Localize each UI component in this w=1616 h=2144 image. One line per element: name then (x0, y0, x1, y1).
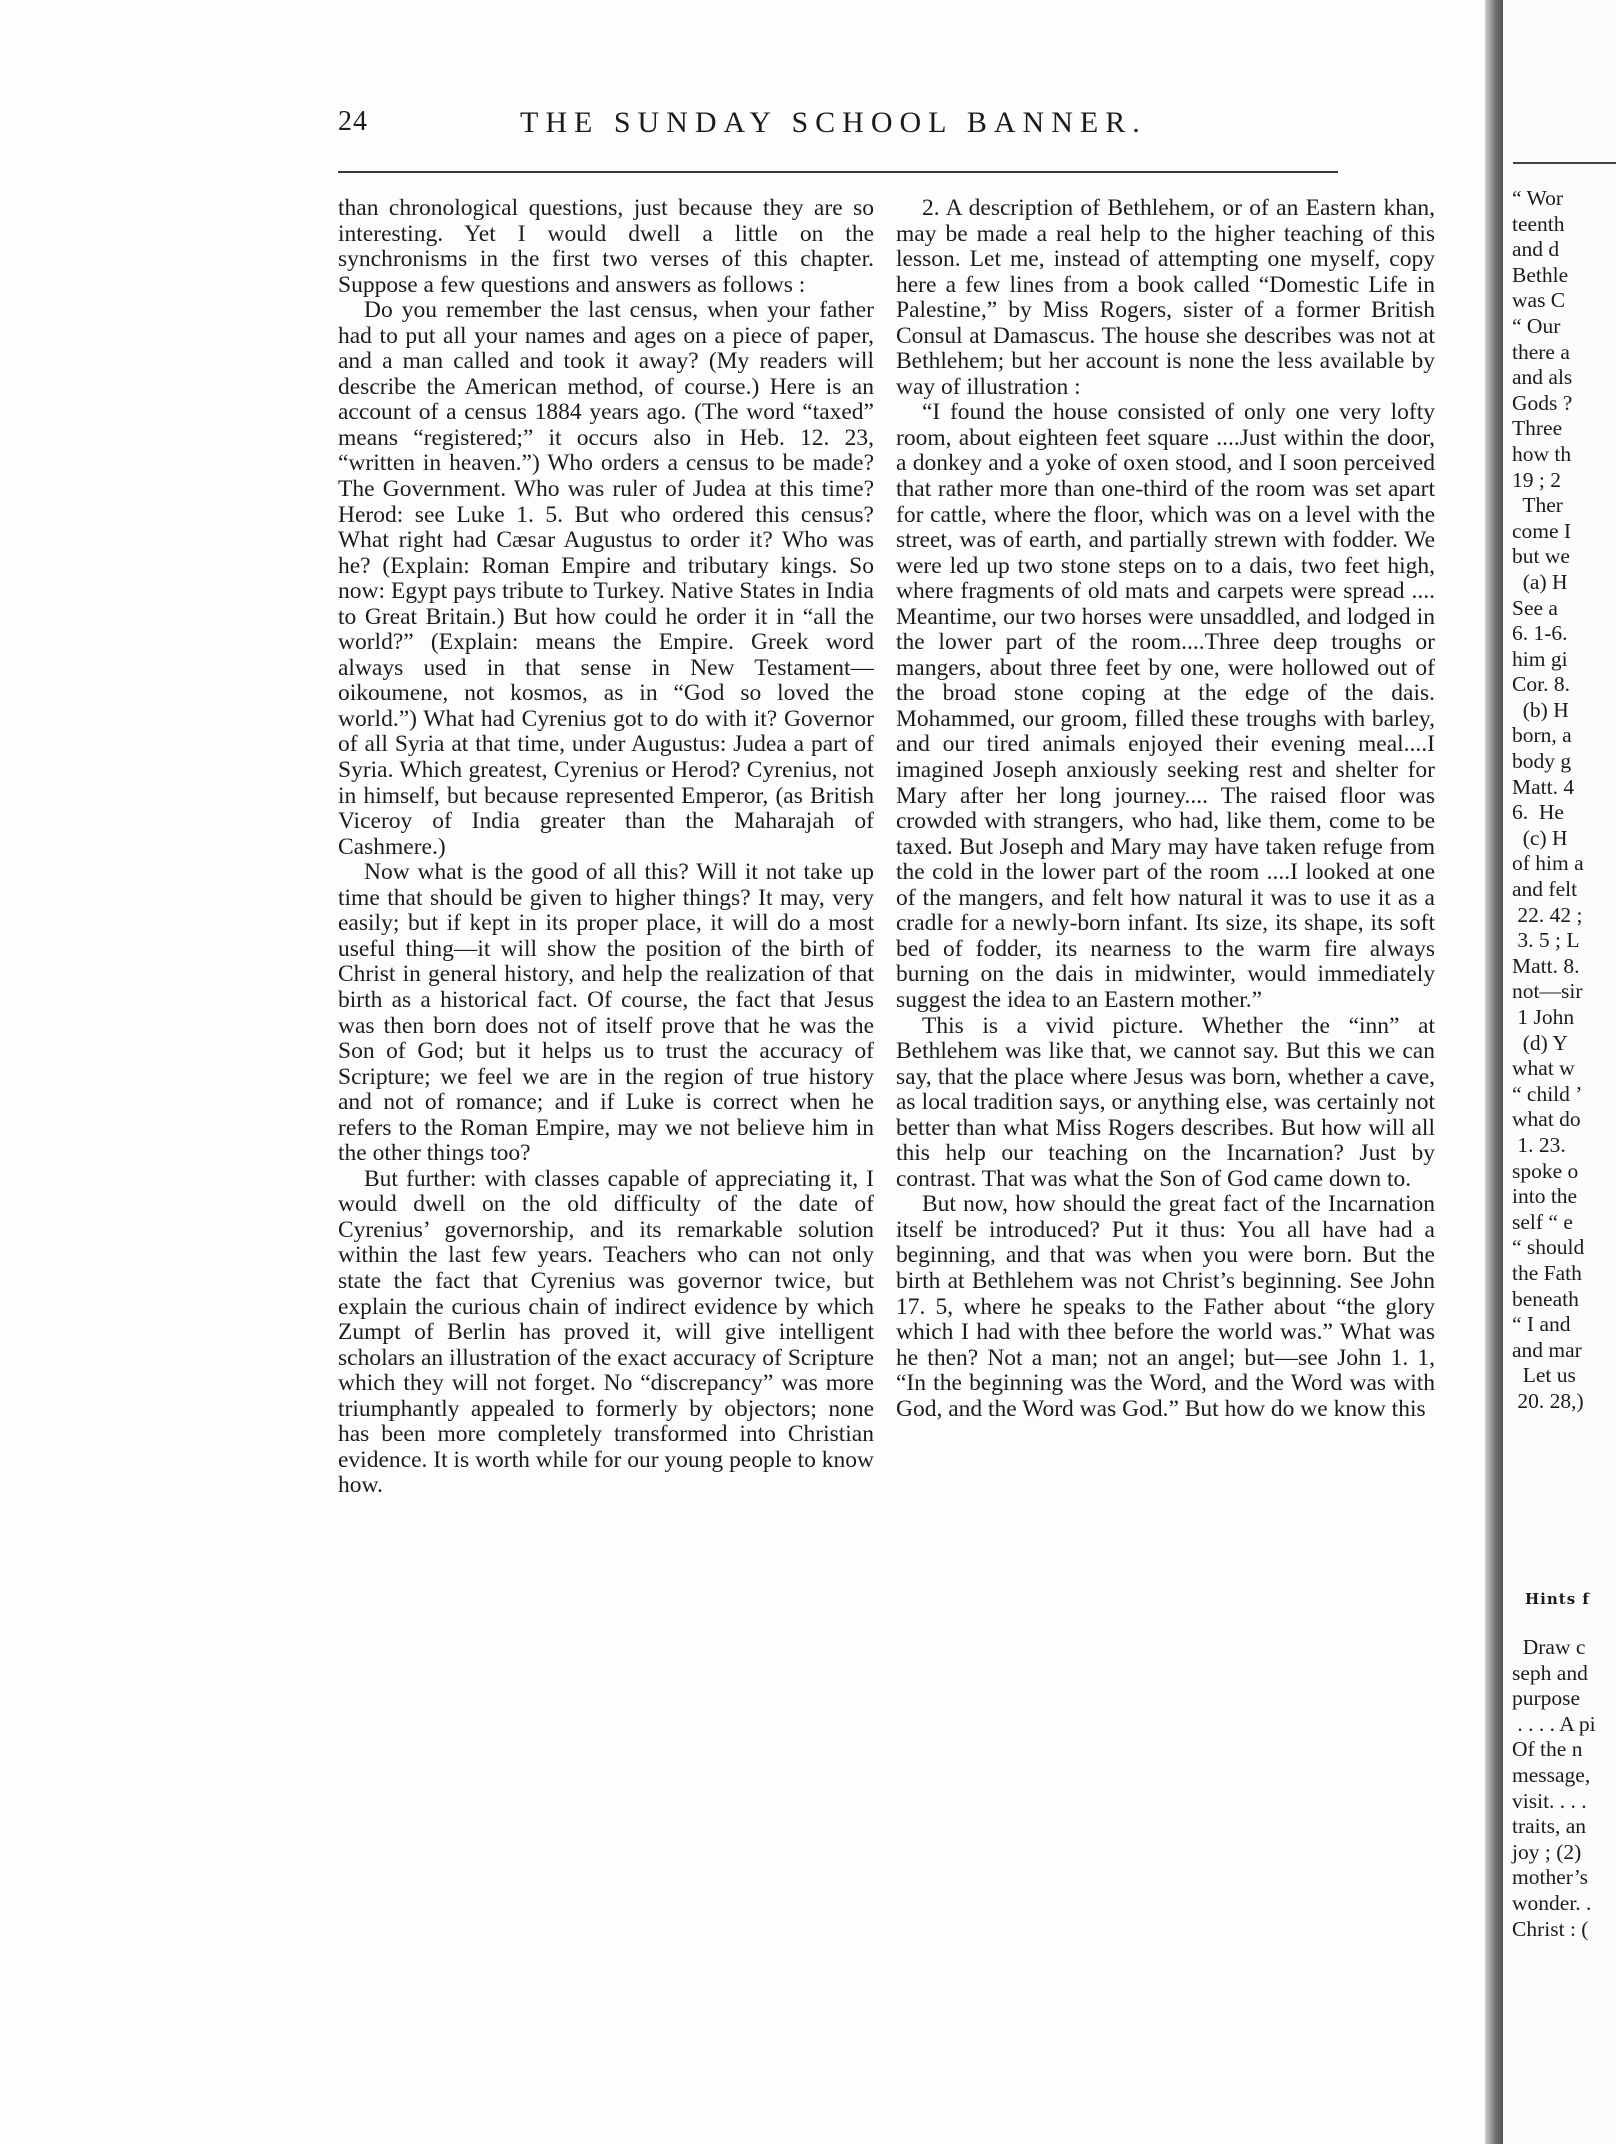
next-page-bottom-line: . . . . A pi (1512, 1711, 1596, 1736)
next-page-top-line: self “ e (1512, 1209, 1573, 1234)
next-page-bottom-line: Of the n (1512, 1737, 1583, 1762)
next-page-bottom-line: Christ : ( (1512, 1916, 1589, 1941)
next-page-top-line: Gods ? (1512, 390, 1573, 415)
next-page-top-line: 20. 28,) (1512, 1388, 1584, 1413)
next-page-top-line: Bethle (1512, 262, 1569, 287)
next-page-bottom-line: message, (1512, 1762, 1591, 1787)
next-page-hint-heading: Hints f (1525, 1590, 1590, 1608)
next-page-top-line: (a) H (1512, 569, 1568, 594)
next-page-top-line: See a (1512, 595, 1558, 620)
right-paragraph-1: 2. A description of Bethlehem, or of an Eastern khan, may be made a real help to the higher teaching of this lesson. Let me, instead of attempting one myself, copy here a few lines from a book called “Domestic Life in Palestine,” by Miss Rogers, sister of a former British Consul at Damascus. The house she describes was not at Bethlehem; but her account is none the less available by way of illustration : (896, 195, 1435, 400)
next-page-bottom-line: mother’s (1512, 1865, 1589, 1890)
running-title: THE SUNDAY SCHOOL BANNER. (520, 106, 1147, 139)
next-page-bottom-line: visit. . . . (1512, 1788, 1587, 1813)
next-page-top-line: Three (1512, 416, 1563, 441)
next-page-top-line: “ Our (1512, 313, 1561, 338)
next-page-top-line: (c) H (1512, 825, 1568, 850)
next-page-top-line: “ I and (1512, 1312, 1571, 1337)
next-page-top-line: was C (1512, 288, 1566, 313)
next-page-top-line: 1 John (1512, 1005, 1575, 1029)
next-page-top-line: 3. 5 ; L (1512, 928, 1580, 953)
next-page-bottom-line: joy ; (2) (1512, 1839, 1582, 1864)
next-page-top-line: him gi (1512, 646, 1568, 671)
next-page-top-line: how th (1512, 441, 1572, 466)
next-page-top-line: Matt. 8. (1512, 953, 1580, 978)
left-paragraph-1: than chronological questions, just because they are so interesting. Yet I would dwell a little on the synchronisms in the first two verses of this chapter. Suppose a few questions and answers as follows : (338, 195, 874, 298)
next-page-top-line: but we (1512, 544, 1570, 569)
next-page-text-bottom (1512, 1635, 1616, 1942)
next-page-top-line: body g (1512, 749, 1572, 774)
next-page-bottom-line: wonder. . (1512, 1890, 1592, 1915)
next-page-top-line: Matt. 4 (1512, 774, 1575, 799)
next-page-fragment (1503, 0, 1616, 2144)
right-paragraph-3: This is a vivid picture. Whether the “inn” at Bethlehem was like that, we cannot say. But this we can say, that the place where Jesus was born, whether a cave, as local tradition says, or anything else, was certainly not better than what Miss Rogers describes. But how will all this help our teaching on the Incarnation? Just by contrast. That was what the Son of God came down to. (896, 1012, 1435, 1192)
next-page-text-top (1512, 186, 1616, 1415)
next-page-top-line: “ child ’ (1512, 1081, 1583, 1106)
next-page-top-line: and d (1512, 237, 1560, 262)
next-page-top-line: teenth (1512, 211, 1565, 236)
next-page-top-line: and als (1512, 365, 1573, 390)
next-page-top-line: and felt (1512, 877, 1578, 902)
left-paragraph-3: Now what is the good of all this? Will it not take up time that should be given to higher things? It may, very easily; but if kept in its proper place, it will do a most useful thing—it will show the position of the birth of Christ in general history, and help the realization of that birth as a historical fact. Of course, the fact that Jesus was then born does not of itself prove that he was the Son of God; but it helps us to trust the accuracy of Scripture; we feel we are in the region of true history and not of romance; and if Luke is correct when he refers to the Roman Empire, may we not believe him in the other things too? (338, 859, 874, 1167)
next-page-top-line: “ Wor (1512, 186, 1564, 210)
next-page-top-line: come I (1512, 518, 1572, 543)
right-paragraph-4: But now, how should the great fact of the Incarnation itself be introduced? Put it thus: You all have had a beginning, and that was when you were born. But the birth at Bethlehem was not Christ’s beginning. See John 17. 5, where he speaks to the Father about “the glory which I had with thee before the world was.” What was he then? Not a man; not an angel; but—see John 1. 1, “In the beginning was the Word, and the Word was with God, and the Word was God.” But how do we know this (896, 1191, 1435, 1422)
next-page-top-line: Let us (1512, 1363, 1576, 1388)
next-page-top-line: not—sir (1512, 979, 1583, 1004)
left-paragraph-4: But further: with classes capable of appreciating it, I would dwell on the old difficulty of the date of Cyrenius’ governorship, and its remarkable solution within the last few years. Teachers who can not only state the fact that Cyrenius was governor twice, but explain the curious chain of indirect evidence by which Zumpt of Berlin has proved it, will give intelligent scholars an illustration of the exact accuracy of Scripture which they will not forget. No “discrepancy” was more triumphantly appealed to formerly by objectors; none has been more completely transformed into Christian evidence. It is worth while for our young people to know how. (338, 1165, 874, 1499)
left-paragraph-2: Do you remember the last census, when your father had to put all your names and ages on a piece of paper, and a man called and took it away? (My readers will describe the American method, of course.) Here is an account of a census 1884 years ago. (The word “taxed” means “registered;” it occurs also in Heb. 12. 23, “written in heaven.”) Who orders a census to be made? The Government. Who was ruler of Judea at this time? Herod: see Luke 1. 5. But who ordered this census? What right had Cæsar Augustus to order it? Who was he? (Explain: Roman Empire and tributary kings. So now: Egypt pays tribute to Turkey. Native States in India to Great Britain.) But how could he order it in “all the world?” (Explain: means the Empire. Greek word always used in that sense in New Testament—oikoumene, not kosmos, as in “God so loved the world.”) What had Cyrenius got to do with it? Governor of all Syria at that time, under Augustus: Judea a part of Syria. Which greatest, Cyrenius or Herod? Cyrenius, not in himself, but because represented Emperor, (as British Viceroy of India greater than the Maharajah of Cashmere.) (338, 297, 874, 860)
next-page-top-line: 22. 42 ; (1512, 902, 1583, 927)
next-page-top-line: “ should (1512, 1235, 1585, 1260)
next-page-top-line: beneath (1512, 1286, 1579, 1311)
next-page-header-rule (1513, 162, 1616, 164)
next-page-top-line: what do (1512, 1107, 1581, 1132)
next-page-bottom-line: seph and (1512, 1660, 1588, 1685)
right-column (896, 196, 1435, 1422)
next-page-top-line: spoke o (1512, 1158, 1579, 1183)
next-page-top-line: 6. He (1512, 800, 1564, 825)
next-page-top-line: there a (1512, 339, 1570, 364)
next-page-bottom-line: purpose (1512, 1686, 1581, 1711)
book-gutter-shadow (1485, 0, 1503, 2144)
next-page-top-line: what w (1512, 1056, 1575, 1081)
next-page-top-line: 6. 1-6. (1512, 621, 1568, 646)
next-page-top-line: (d) Y (1512, 1030, 1568, 1055)
right-paragraph-2: “I found the house consisted of only one very lofty room, about eighteen feet square ....Just within the door, a donkey and a yoke of oxen stood, and I soon perceived that rather more than one-third of the room was set apart for cattle, where the floor, which was on a level with the street, was of earth, and partially strewn with fodder. We were led up two stone steps on to a dais, two feet high, where fragments of old mats and carpets were spread .... Meantime, our two horses were unsaddled, and lodged in the lower part of the room....Three deep troughs or mangers, about three feet by one, were hollowed out of the broad stone coping at the edge of the dais. Mohammed, our groom, filled these troughs with barley, and our tired animals enjoyed their evening meal....I imagined Joseph anxiously seeking rest and shelter for Mary after her long journey.... The raised floor was crowded with strangers, who had, like them, come to be taxed. But Joseph and Mary may have taken refuge from the cold in the lower part of the room ....I looked at one of the mangers, and felt how natural it was to use it as a cradle for a newly-born infant. Its size, its shape, its soft bed of fodder, its nearness to the warm fire always burning on the dais in midwinter, would immediately suggest the idea to an Eastern mother.” (896, 399, 1435, 1013)
next-page-top-line: into the (1512, 1184, 1578, 1209)
next-page-bottom-line: Draw c (1512, 1635, 1586, 1659)
next-page-top-line: Ther (1512, 493, 1563, 518)
next-page-top-line: and mar (1512, 1337, 1582, 1362)
next-page-top-line: the Fath (1512, 1260, 1582, 1285)
next-page-top-line: (b) H (1512, 697, 1569, 722)
next-page-bottom-line: traits, an (1512, 1814, 1587, 1839)
next-page-top-line: 1. 23. (1512, 1132, 1566, 1157)
next-page-top-line: 19 ; 2 (1512, 467, 1561, 492)
next-page-top-line: Cor. 8. (1512, 672, 1570, 697)
next-page-top-line: of him a (1512, 851, 1584, 876)
next-page-top-line: born, a (1512, 723, 1572, 748)
left-column (338, 196, 874, 1499)
page-number: 24 (338, 106, 368, 137)
header-rule (338, 171, 1338, 173)
